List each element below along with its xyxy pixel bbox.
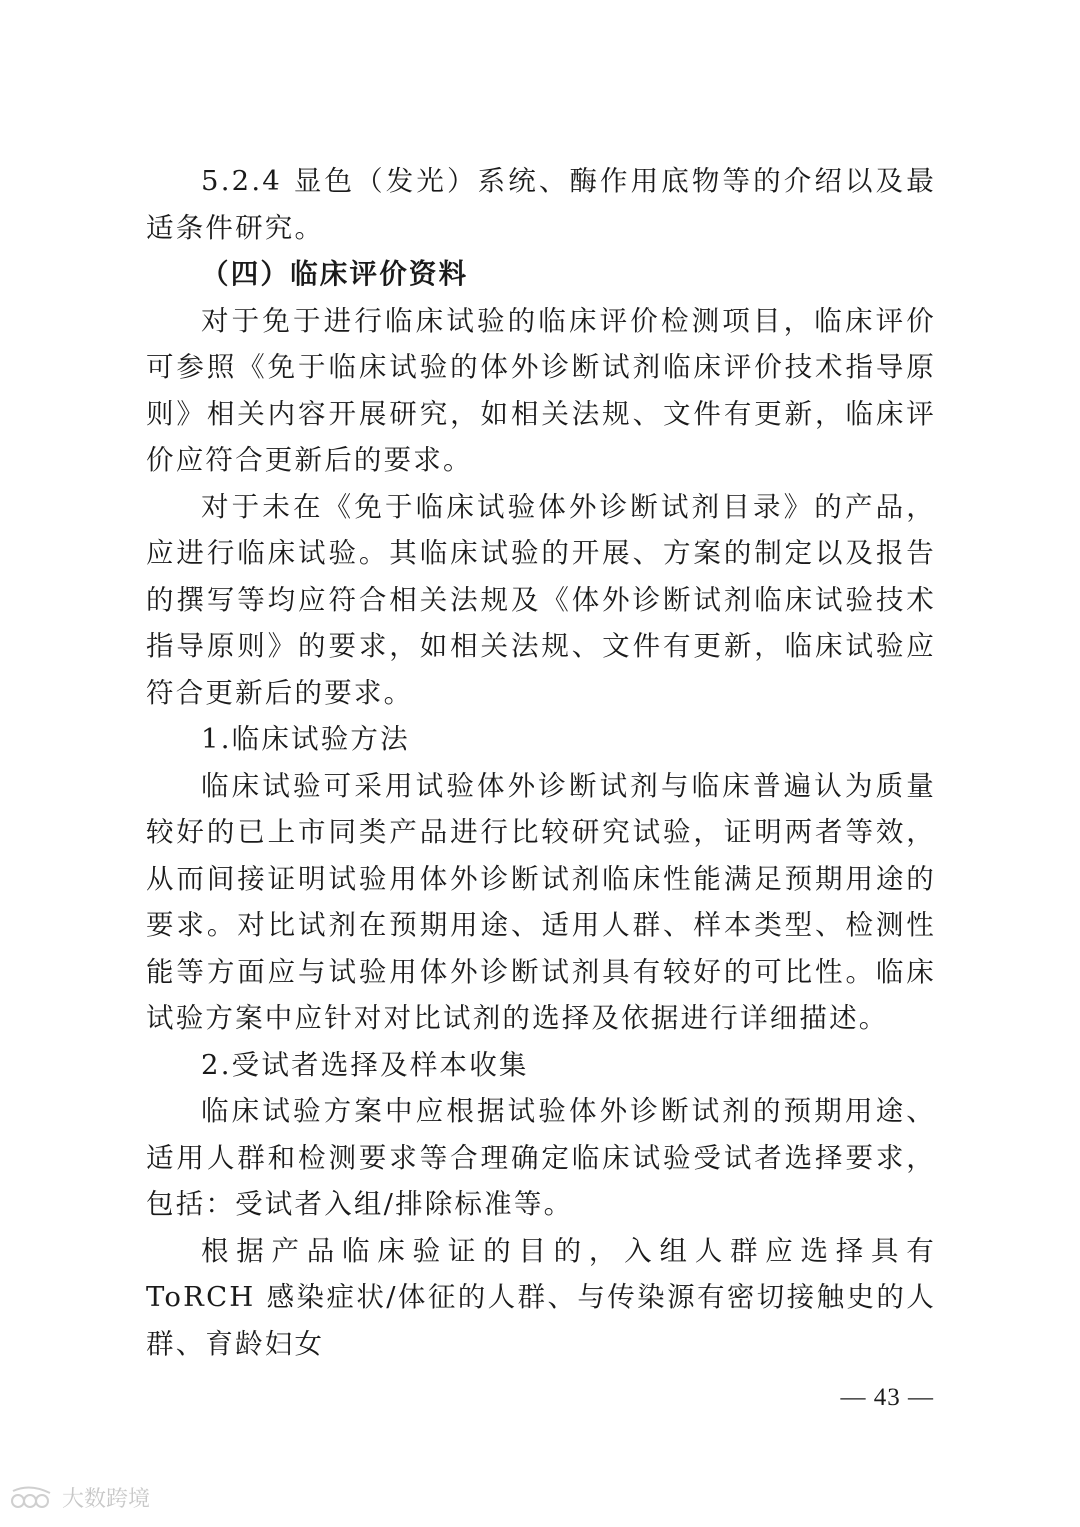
body-text [146,158,936,1367]
logo-icon [10,1485,56,1511]
watermark-text: 大数跨境 [62,1487,151,1512]
page-number: — 43 — [840,1384,934,1411]
section-heading-clinical-evaluation: （四）临床评价资料 [201,258,469,290]
paragraph-subject-selection: 临床试验方案中应根据试验体外诊断试剂的预期用途、适用人群和检测要求等合理确定临床试验受试者选择要求，包括：受试者入组/排除标准等。 [146,1095,936,1220]
paragraph-5-2-4: 5.2.4 显色（发光）系统、酶作用底物等的介绍以及最适条件研究。 [146,165,936,244]
watermark [10,1482,150,1513]
subheading-subject-selection: 2.受试者选择及样本收集 [201,1048,529,1081]
paragraph-non-exempt-trials: 对于未在《免于临床试验体外诊断试剂目录》的产品，应进行临床试验。其临床试验的开展、方案的制定以及报告的撰写等均应符合相关法规及《体外诊断试剂临床试验技术指导原则》的要求，如相关法规、文件有更新，临床试验应符合更新后的要求。 [146,490,936,709]
paragraph-exempt-trials: 对于免于进行临床试验的临床评价检测项目，临床评价可参照《免于临床试验的体外诊断试剂临床评价技术指导原则》相关内容开展研究，如相关法规、文件有更新，临床评价应符合更新后的要求。 [146,304,936,476]
paragraph-enrollment: 根据产品临床验证的目的，入组人群应选择具有 ToRCH 感染症状/体征的人群、与传染源有密切接触史的人群、育龄妇女 [146,1234,936,1360]
paragraph-trial-method: 临床试验可采用试验体外诊断试剂与临床普遍认为质量较好的已上市同类产品进行比较研究试验，证明两者等效，从而间接证明试验用体外诊断试剂临床性能满足预期用途的要求。对比试剂在预期用途、适用人群、样本类型、检测性能等方面应与试验用体外诊断试剂具有较好的可比性。临床试验方案中应针对对比试剂的选择及依据进行详细描述。 [146,769,936,1034]
subheading-trial-method: 1.临床试验方法 [201,723,410,755]
